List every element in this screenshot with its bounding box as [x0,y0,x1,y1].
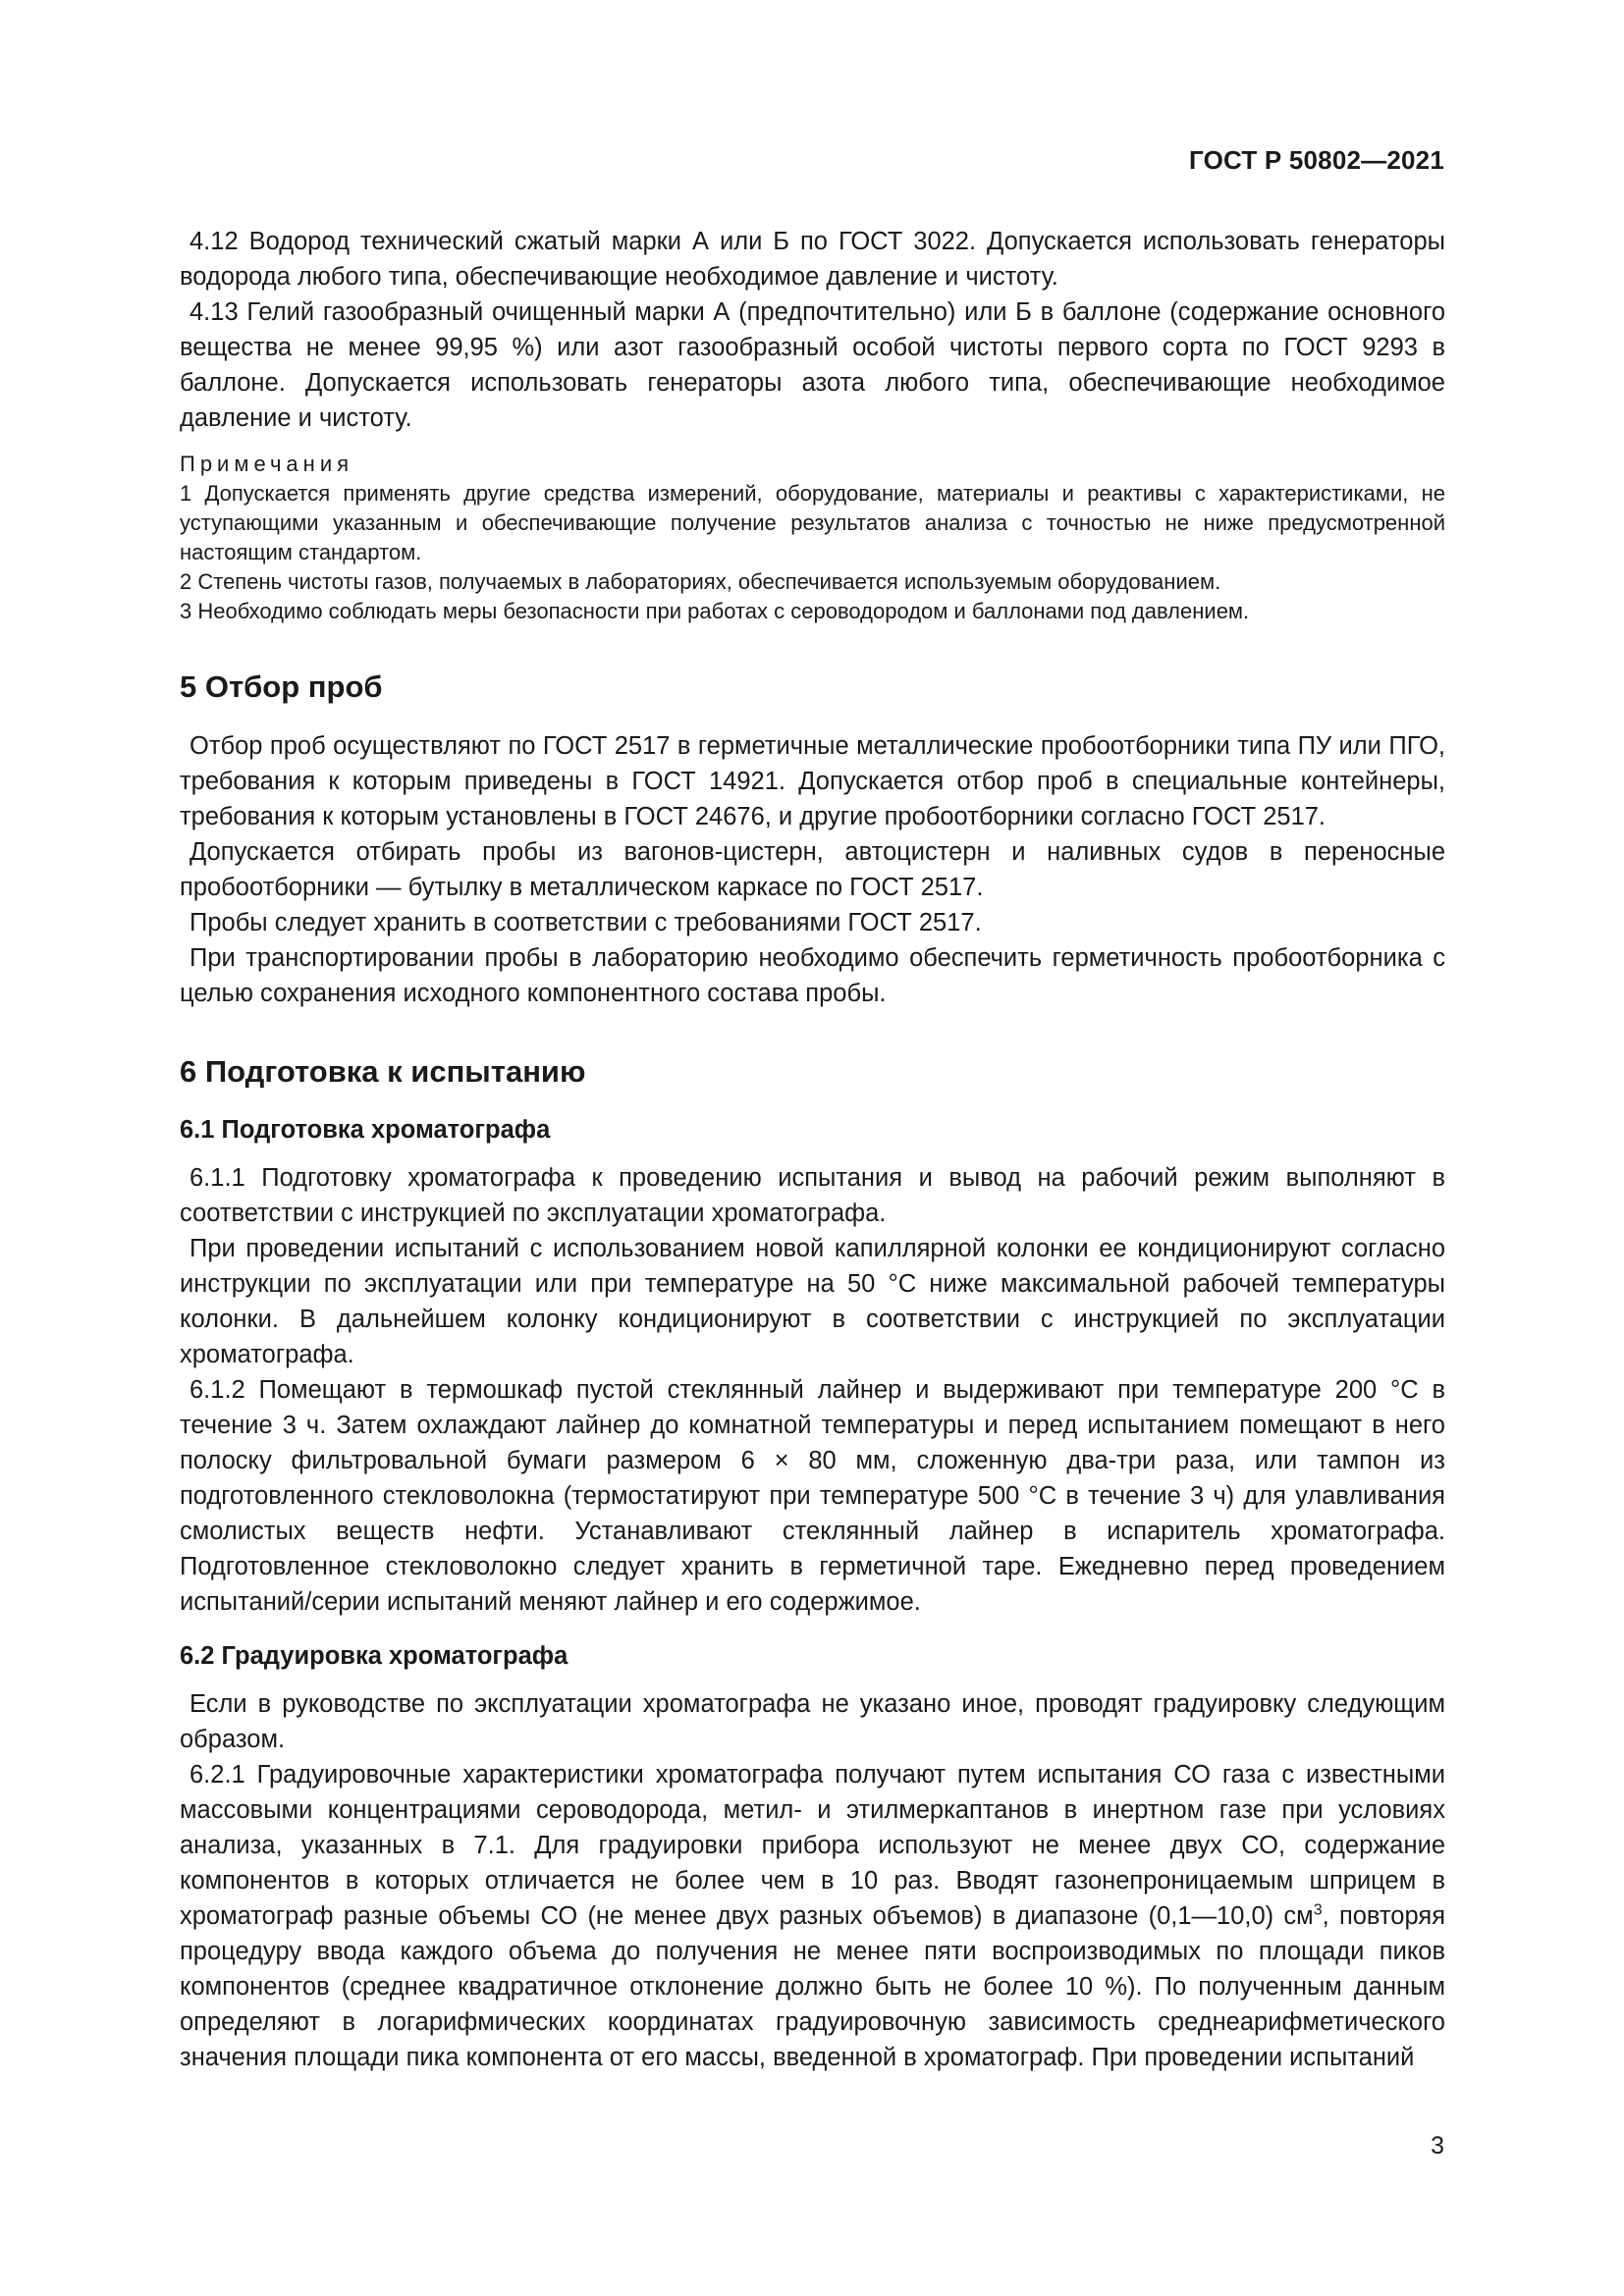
section-6-1-paragraph: 6.1.2 Помещают в термошкаф пустой стеклянный лайнер и выдерживают при температуре 200 °С в течение 3 ч. Затем охлаждают лайнер до комнатной температуры и перед испытанием помещают в него полоску фильтровальной бумаги размером 6 × 80 мм, сложенную два-три раза, или тампон из подготовленного стекловолокна (термостатируют при температуре 500 °С в течение 3 ч) для улавливания смолистых веществ нефти. Устанавливают стеклянный лайнер в испаритель хроматографа. Подготовленное стекловолокно следует хранить в герметичной таре. Ежедневно перед проведением испытаний/серии испытаний меняют лайнер и его содержимое. [180,1376,1445,1616]
note-item: 1 Допускается применять другие средства измерений, оборудование, материалы и реактивы с характеристиками, не уступающими указанным и обеспечивающие получение результатов анализа с точностью не ниже предусмотренной настоящим стандартом. [180,481,1445,564]
section-6-2-paragraph: Если в руководстве по эксплуатации хроматографа не указано иное, проводят градуировку следующим образом. [180,1690,1445,1753]
note-item: 2 Степень чистоты газов, получаемых в лабораториях, обеспечивается используемым оборудованием. [180,569,1221,594]
section-6-heading: 6 Подготовка к испытанию [180,1054,586,1089]
section-5-paragraph: Пробы следует хранить в соответствии с требованиями ГОСТ 2517. [189,909,982,936]
text-run: 6.2.1 Градуировочные характеристики хроматографа получают путем испытания СО газа с известными массовыми концентрациями сероводорода, метил- и этилмеркаптанов в инертном газе при условиях анализа, указанных в 7.1. Для градуировки прибора используют не менее двух СО, содержание компонентов в которых отличается не более чем в 10 раз. Вводят газонепроницаемым шприцем в хроматограф разные объемы СО (не менее двух разных объемов) в диапазоне (0,1—10,0) см [180,1761,1445,1930]
superscript: 3 [1313,1901,1323,1919]
section-6-1-paragraph: При проведении испытаний с использованием новой капиллярной колонки ее кондиционируют согласно инструкции по эксплуатации или при температуре на 50 °С ниже максимальной рабочей температуры колонки. В дальнейшем колонку кондиционируют в соответствии с инструкцией по эксплуатации хроматографа. [180,1235,1445,1368]
section-5-paragraph: Допускается отбирать пробы из вагонов-цистерн, автоцистерн и наливных судов в переносные пробоотборники — бутылку в металлическом каркасе по ГОСТ 2517. [180,838,1445,901]
notes-block [180,450,1445,626]
section-6-2-1-paragraph [180,1757,1445,2075]
note-item: 3 Необходимо соблюдать меры безопасности при работах с сероводородом и баллонами под давлением. [180,599,1250,623]
document-body [180,224,1445,2075]
subsection-6-1-heading: 6.1 Подготовка хроматографа [180,1116,551,1144]
section-6-1-paragraph: 6.1.1 Подготовку хроматографа к проведению испытания и вывод на рабочий режим выполняют в соответствии с инструкцией по эксплуатации хроматографа. [180,1164,1445,1227]
paragraph-4-12: 4.12 Водород технический сжатый марки А или Б по ГОСТ 3022. Допускается использовать генераторы водорода любого типа, обеспечивающие необходимое давление и чистоту. [180,228,1445,291]
section-5-paragraph: Отбор проб осуществляют по ГОСТ 2517 в герметичные металлические пробоотборники типа ПУ или ПГО, требования к которым приведены в ГОСТ 14921. Допускается отбор проб в специальные контейнеры, требования к которым установлены в ГОСТ 24676, и другие пробоотборники согласно ГОСТ 2517. [180,732,1445,830]
section-5-paragraph: При транспортировании пробы в лабораторию необходимо обеспечить герметичность пробоотборника с целью сохранения исходного компонентного состава пробы. [180,944,1445,1007]
page-number: 3 [1431,2132,1444,2160]
text-run: , повторяя процедуру ввода каждого объема до получения не менее пяти воспроизводимых по площади пиков компонентов (среднее квадратичное отклонение должно быть не более 10 %). По полученным данным определяют в логарифмических координатах градуировочную зависимость среднеарифметического значения площади пика компонента от его массы, введенной в хроматограф. При проведении испытаний [180,1902,1446,2071]
notes-title: Примечания [180,452,354,476]
document-header: ГОСТ Р 50802—2021 [1189,145,1444,175]
paragraph-4-13: 4.13 Гелий газообразный очищенный марки А (предпочтительно) или Б в баллоне (содержание основного вещества не менее 99,95 %) или азот газообразный особой чистоты первого сорта по ГОСТ 9293 в баллоне. Допускается использовать генераторы азота любого типа, обеспечивающие необходимое давление и чистоту. [180,298,1445,432]
subsection-6-2-heading: 6.2 Градуировка хроматографа [180,1642,568,1670]
section-5-heading: 5 Отбор проб [180,669,383,704]
